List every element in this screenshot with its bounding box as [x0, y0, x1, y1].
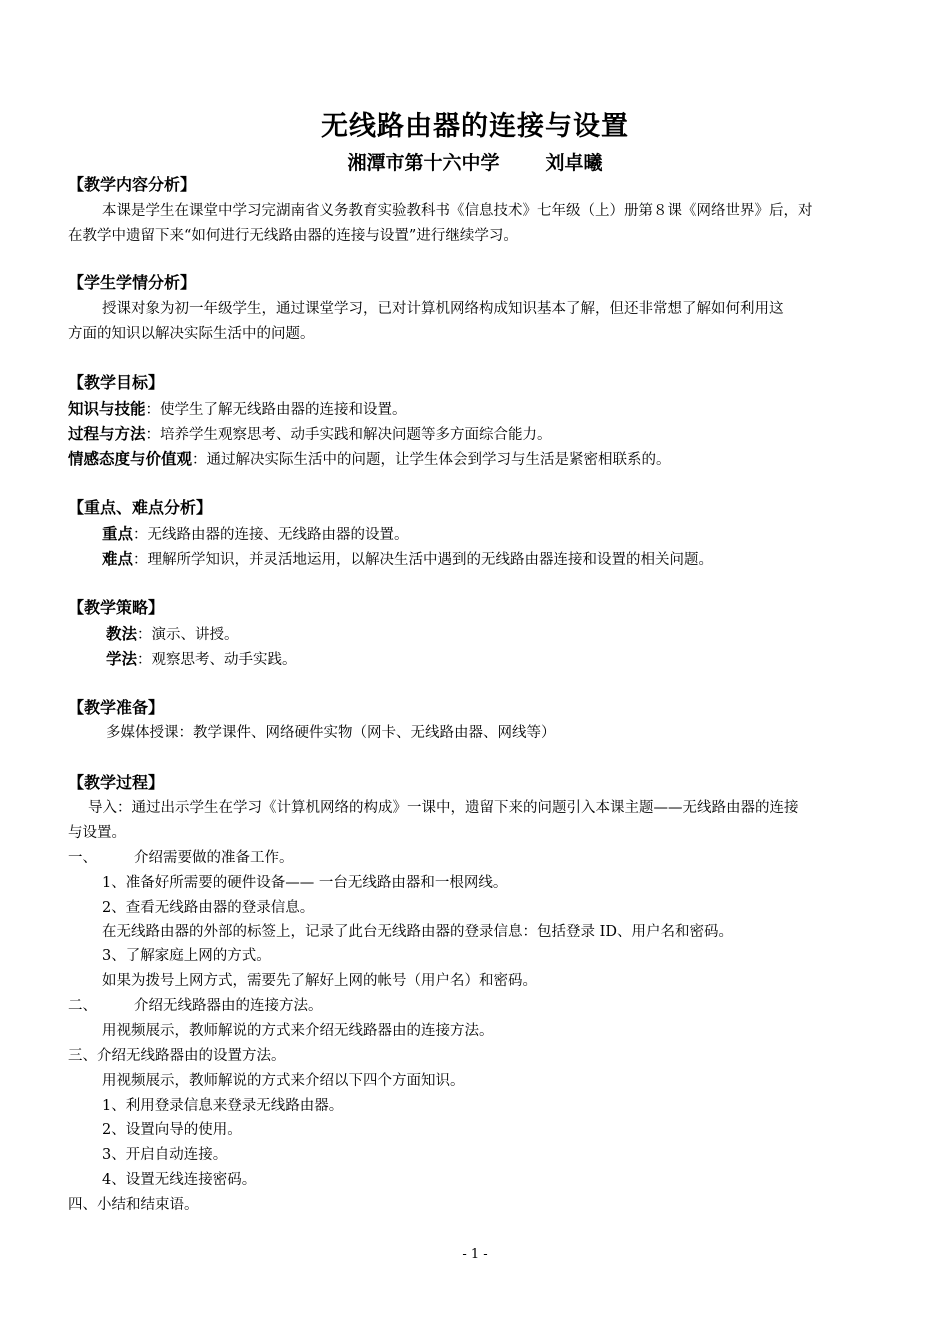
objective-text: ：通过解决实际生活中的问题，让学生体会到学习与生活是紧密相联系的。 [192, 452, 671, 468]
process-step-2-title: 介绍无线路器由的连接方法。 [134, 998, 323, 1014]
strategy-text: ：演示、讲授。 [137, 627, 239, 643]
objective-process [68, 424, 552, 445]
process-heading: 【教学过程】 [68, 773, 165, 792]
page-number: - 1 - [462, 1247, 488, 1262]
process-step-3-line-2: 1、利用登录信息来登录无线路由器。 [102, 1098, 344, 1114]
content-analysis-text-2: 在教学中遗留下来“如何进行无线路由器的连接与设置”进行继续学习。 [68, 228, 518, 244]
objective-label: 过程与方法 [68, 425, 146, 443]
preparation-text: 多媒体授课：教学课件、网络硬件实物（网卡、无线路由器、网线等） [106, 725, 556, 741]
objective-knowledge [68, 399, 407, 420]
process-step-1-line-5: 如果为拨号上网方式，需要先了解好上网的帐号（用户名）和密码。 [102, 973, 537, 989]
key-point-item [102, 524, 409, 545]
process-step-3-line-5: 4、设置无线连接密码。 [102, 1172, 257, 1188]
content-analysis-text-1: 本课是学生在课堂中学习完湖南省义务教育实验教科书《信息技术》七年级（上）册第８课《网络世界》后，对 [102, 203, 813, 219]
strategy-label: 教法 [106, 625, 138, 643]
strategy-text: ：观察思考、动手实践。 [137, 652, 297, 668]
process-intro-2: 与设置。 [68, 825, 126, 841]
author-line [0, 148, 950, 175]
objectives-heading: 【教学目标】 [68, 373, 165, 392]
content-analysis-heading: 【教学内容分析】 [68, 175, 197, 194]
objective-text: ：使学生了解无线路由器的连接和设置。 [145, 402, 407, 418]
strategy-heading: 【教学策略】 [68, 598, 165, 617]
process-step-1-line-4: 3、了解家庭上网的方式。 [102, 948, 271, 964]
process-intro-1: 导入：通过出示学生在学习《计算机网络的构成》一课中，遗留下来的问题引入本课主题——无线路由器的连接 [88, 800, 799, 816]
student-analysis-heading: 【学生学情分析】 [68, 273, 197, 292]
key-point-text: ：无线路由器的连接、无线路由器的设置。 [133, 527, 409, 543]
process-step-2-line-1: 用视频展示，教师解说的方式来介绍无线路器由的连接方法。 [102, 1023, 494, 1039]
student-analysis-text-1: 授课对象为初一年级学生，通过课堂学习，已对计算机网络构成知识基本了解，但还非常想了解如何利用这 [102, 301, 784, 317]
key-points-heading: 【重点、难点分析】 [68, 498, 213, 517]
process-step-3-title: 三、介绍无线路器由的设置方法。 [68, 1048, 286, 1064]
preparation-heading: 【教学准备】 [68, 698, 165, 717]
process-step-1-number: 一、 [68, 850, 97, 866]
strategy-teaching [106, 624, 239, 645]
school-name: 湘潭市第十六中学 [347, 152, 500, 174]
difficult-point-label: 难点 [102, 550, 134, 568]
objective-attitude [68, 449, 671, 470]
document-title: 无线路由器的连接与设置 [321, 111, 629, 142]
process-step-3-line-1: 用视频展示，教师解说的方式来介绍以下四个方面知识。 [102, 1073, 465, 1089]
objective-label: 情感态度与价值观 [68, 450, 193, 468]
process-step-2-number: 二、 [68, 998, 97, 1014]
process-step-3-line-4: 3、开启自动连接。 [102, 1147, 228, 1163]
process-step-3-line-3: 2、设置向导的使用。 [102, 1122, 242, 1138]
objective-text: ：培养学生观察思考、动手实践和解决问题等多方面综合能力。 [145, 427, 552, 443]
process-step-1-line-1: 1、准备好所需要的硬件设备—— 一台无线路由器和一根网线。 [102, 875, 508, 891]
strategy-label: 学法 [106, 650, 138, 668]
student-analysis-text-2: 方面的知识以解决实际生活中的问题。 [68, 326, 315, 342]
difficult-point-text: ：理解所学知识，并灵活地运用，以解决生活中遇到的无线路由器连接和设置的相关问题。 [133, 552, 714, 568]
strategy-learning [106, 649, 297, 670]
process-step-1-title: 介绍需要做的准备工作。 [134, 850, 294, 866]
author-name: 刘卓曦 [545, 152, 603, 174]
difficult-point-item [102, 549, 713, 570]
process-step-4-title: 四、小结和结束语。 [68, 1197, 199, 1213]
key-point-label: 重点 [102, 525, 134, 543]
process-step-1-line-3: 在无线路由器的外部的标签上，记录了此台无线路由器的登录信息：包括登录 ID、用户名和密码。 [102, 924, 733, 940]
objective-label: 知识与技能 [68, 400, 146, 418]
process-step-1-line-2: 2、查看无线路由器的登录信息。 [102, 900, 315, 916]
